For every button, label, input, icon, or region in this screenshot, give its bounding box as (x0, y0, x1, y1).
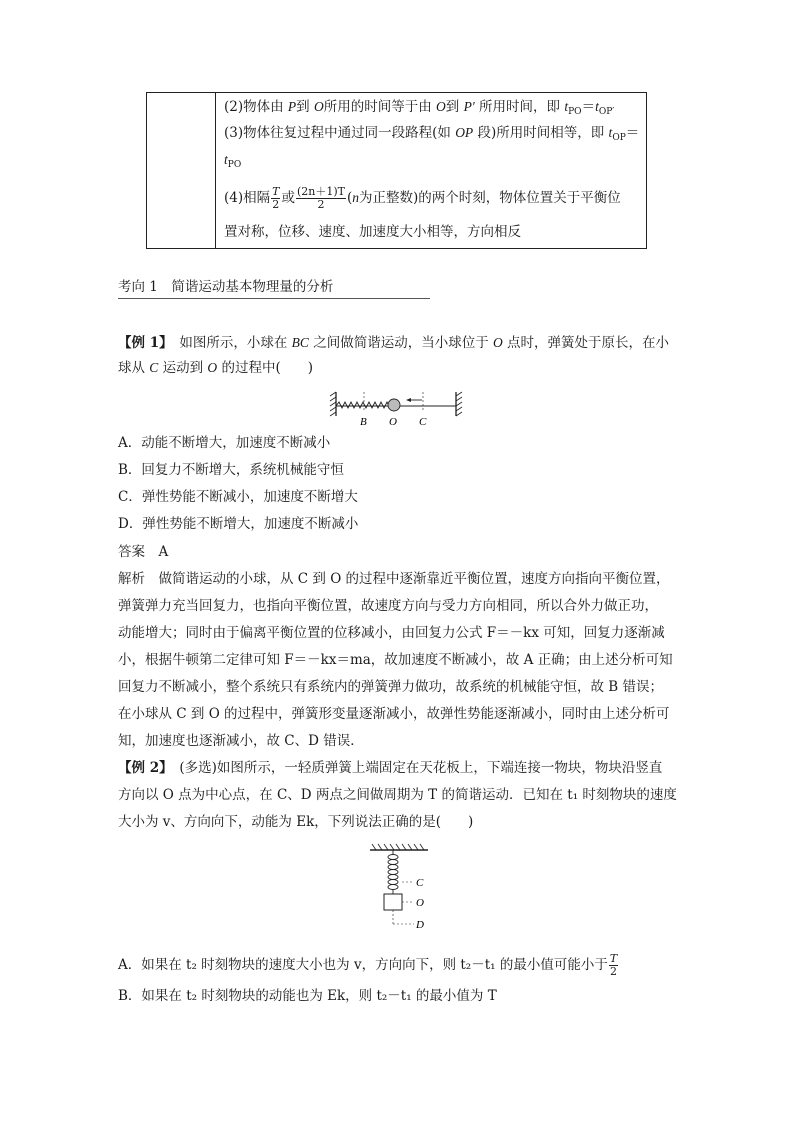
option-a: A．动能不断增大，加速度不断减小 (118, 435, 331, 451)
right-wall-icon (456, 392, 462, 416)
example1-stem-line2 (118, 358, 313, 378)
text: 或 (281, 190, 295, 206)
var: t (608, 125, 613, 140)
text: 球从 (118, 360, 150, 376)
numerator: (2n＋1)T (296, 185, 345, 198)
spring-icon (336, 402, 393, 408)
var: C (149, 360, 159, 375)
arrow-left-icon (406, 398, 422, 402)
coil-spring-icon (388, 850, 398, 894)
block-icon (384, 894, 402, 910)
section-title: 考向 1 简谐运动基本物理量的分析 (118, 279, 334, 295)
var: P′ (463, 99, 475, 114)
left-wall-icon (330, 392, 336, 416)
section-heading (118, 278, 430, 299)
text: 段)所用时间相等，即 (473, 125, 609, 141)
text: 所用时间，即 (474, 99, 565, 115)
analysis-line-3: 动能增大；同时由于偏离平衡位置的位移减小，由回复力公式 F＝－kx 可知，回复力逐渐减 (118, 625, 665, 641)
subscript: PO (227, 160, 242, 170)
var: O (207, 360, 218, 375)
label-o: O (416, 897, 424, 909)
analysis-line-5: 回复力不断减小，整个系统只有系统内的弹簧弹力做功，故系统的机械能守恒，故 B 错误； (118, 679, 664, 695)
var: t (224, 152, 228, 167)
example2-stem-line1 (118, 758, 662, 778)
var: t (564, 99, 569, 114)
label-b: B (360, 416, 367, 428)
table-row-3 (224, 123, 639, 148)
table-row-4 (224, 186, 621, 211)
text: (4)相隔 (224, 190, 271, 206)
label-c: C (416, 877, 424, 889)
text: A．如果在 t₂ 时刻物块的速度大小也为 v，方向向下，则 t₂－t₁ 的最小值可能小于 (118, 957, 608, 973)
text: ＝ (581, 99, 596, 115)
example-label: 【例 1】 (118, 335, 166, 351)
analysis-label: 解析 (118, 571, 145, 587)
var: BC (291, 335, 309, 350)
example-label: 【例 2】 (118, 760, 166, 776)
var: t (595, 99, 599, 114)
analysis-line-2: 弹簧弹力充当回复力，也指向平衡位置，故速度方向与受力方向相同，所以合外力做正功， (118, 598, 658, 614)
label-o: O (389, 416, 397, 428)
fraction (296, 186, 346, 211)
denominator: 2 (272, 198, 280, 211)
example1-stem-line1 (118, 333, 669, 353)
ball-icon (388, 399, 400, 411)
example2-option-a (118, 953, 619, 978)
text: 为正整数)的两个时刻，物体位置关于平衡位 (359, 190, 621, 206)
var: P (287, 99, 297, 114)
text: 点时，弹簧处于原长，在小 (502, 335, 670, 351)
subscript: OP′ (598, 107, 615, 117)
var: O (493, 335, 503, 350)
analysis-line-7: 知，加速度也逐渐减小，故 C、D 错误． (118, 733, 364, 749)
text: (2)物体由 (224, 99, 288, 115)
option-b: B．回复力不断增大，系统机械能守恒 (118, 462, 344, 478)
text: 之间做简谐运动，当小球位于 (308, 335, 493, 351)
label-d: D (416, 919, 424, 931)
label-c: C (419, 416, 427, 428)
denominator: 2 (317, 198, 325, 211)
table-row-3-cont (224, 150, 241, 175)
text: (多选)如图所示，一轻质弹簧上端固定在天花板上，下端连接一物块，物块沿竖直 (165, 760, 663, 776)
answer-line (118, 542, 168, 562)
spring-oscillator-figure (328, 388, 464, 428)
text: 所用的时间等于由 (323, 99, 437, 115)
ceiling-icon (370, 844, 428, 850)
text: 的过程中( ) (217, 360, 313, 376)
var: n (352, 190, 360, 205)
answer-label: 答案 (118, 544, 145, 560)
fraction (609, 953, 618, 978)
table-row-4-cont: 置对称，位移、速度、加速度大小相等，方向相反 (224, 224, 521, 240)
text: 如图所示，小球在 (165, 335, 292, 351)
text: 做简谐运动的小球，从 C 到 O 的过程中逐渐靠近平衡位置，速度方向指向平衡位置， (145, 571, 670, 587)
answer-value: A (158, 544, 169, 560)
subscript: OP (612, 133, 626, 143)
analysis-line-1 (118, 569, 670, 589)
text: 运动到 (158, 360, 208, 376)
fraction (271, 186, 280, 211)
example2-option-b: B．如果在 t₂ 时刻物块的动能也为 Ek，则 t₂－t₁ 的最小值为 T (118, 988, 497, 1004)
subscript: PO (568, 107, 582, 117)
example2-stem-line2: 方向以 O 点为中心点，在 C、D 两点之间做周期为 T 的简谐运动．已知在 t₁ 时刻物块的速度 (118, 787, 677, 803)
option-d: D．弹性势能不断增大，加速度不断减小 (118, 516, 359, 532)
var: O (313, 99, 324, 114)
vertical-spring-figure (366, 842, 436, 934)
analysis-line-6: 在小球从 C 到 O 的过程中，弹簧形变量逐渐减小，故弹性势能逐渐减小，同时由上述分析可 (118, 706, 670, 722)
text: (3)物体往复过程中通过同一段路程(如 (224, 125, 456, 141)
numerator: T (272, 185, 280, 198)
table-row-2 (224, 97, 614, 122)
analysis-line-4: 小，根据牛顿第二定律可知 F＝－kx＝ma，故加速度不断减小，故 A 正确；由上述分析可知 (118, 652, 673, 668)
text: ( (346, 190, 353, 206)
text: 到 (445, 99, 464, 115)
text: 到 (296, 99, 314, 115)
var: O (436, 99, 446, 114)
denominator: 2 (610, 965, 618, 978)
var: OP (455, 125, 474, 140)
option-c: C．弹性势能不断减小，加速度不断增大 (118, 489, 358, 505)
numerator: T (609, 952, 618, 965)
example2-stem-line3: 大小为 v、方向向下，动能为 Ek，下列说法正确的是( ) (118, 814, 474, 830)
text: ＝ (625, 125, 640, 141)
table-column-divider (215, 93, 216, 248)
